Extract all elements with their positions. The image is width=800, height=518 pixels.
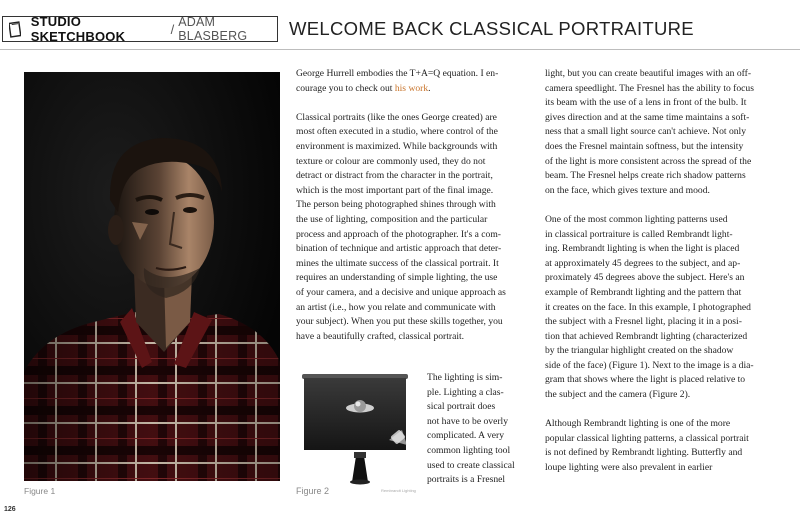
- text-line: ing. Rembrandt lighting is when the light is placed: [545, 243, 740, 255]
- text-column-1-wrap: [427, 371, 515, 488]
- text-line: common lighting tool: [427, 444, 511, 456]
- link-suffix: .: [428, 82, 431, 94]
- brand-separator: /: [170, 21, 175, 37]
- text-line: its beam with the use of a lens in front of the bulb. It: [545, 97, 747, 109]
- text-line: in classical portraiture is called Rembrandt light-: [545, 228, 733, 240]
- text-line: popular classical lighting patterns, a classical portrait: [545, 432, 749, 444]
- text-line: texture or colour are commonly used, they do not: [296, 155, 486, 167]
- figure-1-caption: Figure 1: [24, 486, 56, 496]
- text-line: the subject and the camera (Figure 2).: [545, 389, 691, 401]
- brand-box: [2, 16, 278, 42]
- text-line: beam. The Fresnel helps create rich shadow patterns: [545, 170, 746, 182]
- figure-2-diagram: [296, 370, 422, 488]
- text-line: Although Rembrandt lighting is one of the more: [545, 418, 731, 430]
- text-line: environment is maximized. While backgrounds with: [296, 140, 498, 152]
- text-line: gram that shows where the light is placed relative to: [545, 374, 746, 386]
- text-line: of your camera, and a decisive and unique approach as: [296, 286, 506, 298]
- his-work-link[interactable]: his work: [394, 82, 429, 94]
- text-line: The lighting is sim-: [427, 372, 503, 383]
- text-line: which is the most important part of the final image.: [296, 184, 494, 196]
- text-line: by the triangular highlight created on the shadow: [545, 345, 734, 357]
- header-divider: [0, 49, 800, 50]
- text-line: One of the most common lighting patterns used: [545, 213, 728, 225]
- text-line: mines the ultimate success of the classical portrait. It: [296, 257, 499, 269]
- brand-title: STUDIO SKETCHBOOK: [30, 14, 126, 44]
- text-line: of the light is more consistent across the spread of the: [545, 155, 752, 167]
- text-line: side of the face) (Figure 1). Next to the image is a dia-: [545, 359, 754, 371]
- text-line: requires an understanding of simple lighting, the use: [296, 272, 498, 284]
- text-line: proximately 45 degrees above the subject. Here's an: [545, 272, 745, 284]
- text-column-2: [545, 67, 754, 476]
- text-line: tion that achieved Rembrandt lighting (characterized: [545, 330, 748, 342]
- text-line: portraits is a Fresnel: [427, 474, 506, 486]
- text-line: ness that a small light source can't achieve. Not only: [545, 126, 747, 138]
- camera-stand-icon: [350, 452, 370, 485]
- text-line: the subject with a Fresnel light, placing it in a posi-: [545, 316, 742, 328]
- portrait-illustration: [24, 72, 280, 481]
- author-name: ADAM BLASBERG: [178, 15, 248, 43]
- text-line: The person being photographed shines through with: [296, 199, 496, 211]
- text-line: is not defined by Rembrandt lighting. Butterfly and: [545, 447, 743, 459]
- lighting-diagram: [296, 370, 422, 488]
- figure-2-small-label: Rembrandt Lighting: [381, 488, 416, 493]
- text-line: George Hurrell embodies the T+A=Q equation. I en-: [296, 68, 499, 79]
- text-line: on the face, which gives texture and mood.: [545, 184, 710, 196]
- text-line: it creates on the face. In this example, I photographed: [545, 301, 751, 313]
- link-prefix: courage you to check out: [296, 82, 395, 94]
- text-line: loupe lighting were also prevalent in earlier: [545, 462, 713, 474]
- text-line: bination of technique and artistic approach that deter-: [296, 243, 502, 255]
- text-line: gives direction and at the same time maintains a soft-: [545, 111, 750, 123]
- sketchbook-icon: [9, 21, 21, 38]
- text-line: the use of lighting, composition and the particular: [296, 213, 488, 225]
- text-line: ple. Lighting a clas-: [427, 386, 504, 398]
- page-title: WELCOME BACK CLASSICAL PORTRAITURE: [289, 18, 694, 39]
- text-line: light, but you can create beautiful images with an off-: [545, 68, 752, 79]
- figure-2-caption: Figure 2: [296, 486, 330, 496]
- portrait-photo: [24, 72, 280, 481]
- text-line: detract or distract from the character in the portrait,: [296, 170, 493, 182]
- text-line: complicated. A very: [427, 430, 504, 442]
- text-line: Classical portraits (like the ones George created) are: [296, 111, 497, 123]
- text-line: most often executed in a studio, where control of the: [296, 126, 498, 138]
- text-line: not have to be overly: [427, 415, 508, 427]
- text-line: sical portrait does: [427, 401, 496, 413]
- page-number: 126: [4, 506, 16, 513]
- text-line: does the Fresnel maintain softness, but the intensity: [545, 140, 744, 152]
- text-column-1: [296, 67, 506, 344]
- text-line: used to create classical: [427, 459, 515, 471]
- text-line: example of Rembrandt lighting and the pattern that: [545, 286, 742, 298]
- page-header: [0, 10, 800, 50]
- text-line: process and approach of the photographer. It's a com-: [296, 228, 501, 240]
- text-line: an artist (i.e., how you relate and communicate with: [296, 301, 496, 313]
- text-line: have a beautifully crafted, classical portrait.: [296, 330, 465, 342]
- text-line: at approximately 45 degrees to the subject, and ap-: [545, 257, 741, 269]
- text-line: [296, 82, 506, 97]
- text-line: your subject). When you put these skills together, you: [296, 316, 503, 328]
- text-line: camera speedlight. The Fresnel has the ability to focus: [545, 82, 754, 94]
